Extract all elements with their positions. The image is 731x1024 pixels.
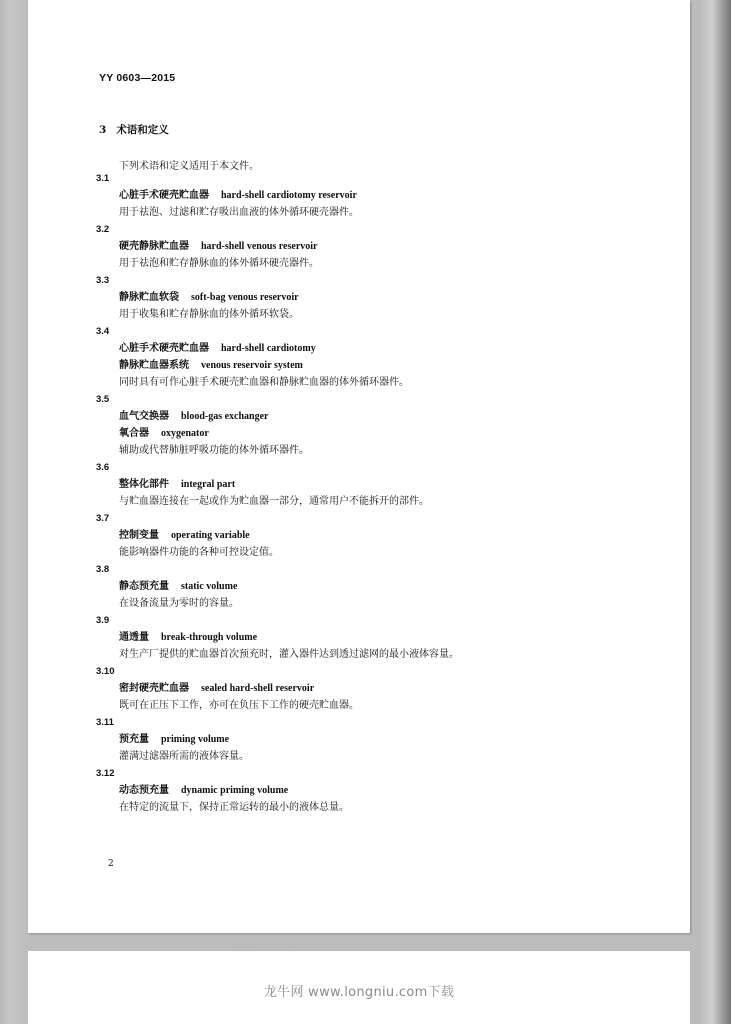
- page-number: 2: [108, 859, 114, 869]
- term-number: 3.3: [96, 275, 110, 286]
- term-entry: [28, 765, 690, 816]
- term-title-alt: [28, 425, 690, 442]
- term-title: [28, 238, 690, 255]
- term-en: priming volume: [161, 734, 230, 745]
- term-cn: 整体化部件: [119, 479, 169, 490]
- term-definition: 与贮血器连接在一起或作为贮血器一部分，通常用户不能拆开的部件。: [119, 496, 429, 507]
- term-cn-alt: 静脉贮血器系统: [119, 360, 189, 371]
- term-cn: 动态预充量: [119, 785, 169, 796]
- term-entry: [28, 170, 690, 221]
- term-entry: [28, 323, 690, 391]
- term-cn: 心脏手术硬壳贮血器: [119, 343, 209, 354]
- term-definition: 对生产厂提供的贮血器首次预充时，灌入器件达到透过滤网的最小液体容量。: [119, 649, 459, 660]
- term-definition: 灌满过滤器所需的液体容量。: [119, 751, 249, 762]
- term-title: [28, 578, 690, 595]
- term-entry: [28, 391, 690, 459]
- term-number: 3.8: [96, 564, 110, 575]
- term-number: 3.6: [96, 462, 110, 473]
- term-entry: [28, 561, 690, 612]
- intro-text: 下列术语和定义适用于本文件。: [119, 161, 259, 172]
- term-cn: 静态预充量: [119, 581, 169, 592]
- term-en-alt: venous reservoir system: [201, 360, 303, 371]
- section-heading: [99, 122, 169, 137]
- term-definition: 能影响器件功能的各种可控设定值。: [119, 547, 279, 558]
- term-entry: [28, 510, 690, 561]
- term-number: 3.11: [96, 717, 114, 728]
- term-title: [28, 629, 690, 646]
- term-cn: 预充量: [119, 734, 149, 745]
- term-cn: 硬壳静脉贮血器: [119, 241, 189, 252]
- term-number: 3.7: [96, 513, 110, 524]
- term-definition: 用于祛泡、过滤和贮存吸出血液的体外循环硬壳器件。: [119, 207, 359, 218]
- term-cn-alt: 氧合器: [119, 428, 149, 439]
- term-title: [28, 527, 690, 544]
- term-en: blood-gas exchanger: [181, 411, 269, 422]
- term-en: hard-shell cardiotomy reservoir: [221, 190, 357, 201]
- term-definition: 辅助或代替肺脏呼吸功能的体外循环器件。: [119, 445, 309, 456]
- watermark-text: 龙牛网 www.longniu.com下载: [263, 985, 455, 1000]
- term-title: [28, 782, 690, 799]
- document-page: [28, 0, 690, 933]
- term-title: [28, 340, 690, 357]
- term-number: 3.1: [96, 173, 110, 184]
- term-number: 3.2: [96, 224, 110, 235]
- term-en: static volume: [181, 581, 238, 592]
- term-en-alt: oxygenator: [161, 428, 209, 439]
- term-en: dynamic priming volume: [181, 785, 289, 796]
- term-entry: [28, 714, 690, 765]
- term-cn: 血气交换器: [119, 411, 169, 422]
- term-entry: [28, 459, 690, 510]
- term-definition: 在特定的流量下，保持正常运转的最小的液体总量。: [119, 802, 349, 813]
- term-definition: 同时具有可作心脏手术硬壳贮血器和静脉贮血器的体外循环器件。: [119, 377, 409, 388]
- term-number: 3.4: [96, 326, 110, 337]
- term-title: [28, 476, 690, 493]
- term-title: [28, 680, 690, 697]
- term-number: 3.9: [96, 615, 110, 626]
- term-en: break-through volume: [161, 632, 258, 643]
- next-page: [28, 951, 690, 1024]
- term-en: sealed hard-shell reservoir: [201, 683, 315, 694]
- term-en: operating variable: [171, 530, 250, 541]
- term-entry: [28, 221, 690, 272]
- term-definition: 既可在正压下工作，亦可在负压下工作的硬壳贮血器。: [119, 700, 359, 711]
- term-en: hard-shell venous reservoir: [201, 241, 318, 252]
- term-title: [28, 408, 690, 425]
- term-number: 3.12: [96, 768, 115, 779]
- term-number: 3.5: [96, 394, 110, 405]
- term-definition: 用于祛泡和贮存静脉血的体外循环硬壳器件。: [119, 258, 319, 269]
- term-cn: 控制变量: [119, 530, 159, 541]
- term-en: soft-bag venous reservoir: [191, 292, 299, 303]
- term-entry: [28, 663, 690, 714]
- term-title: [28, 187, 690, 204]
- term-en: hard-shell cardiotomy: [221, 343, 316, 354]
- term-definition: 在设备流量为零时的容量。: [119, 598, 239, 609]
- section-number: 3: [99, 124, 107, 136]
- terms-list: [28, 170, 690, 816]
- term-cn: 静脉贮血软袋: [119, 292, 179, 303]
- term-title: [28, 731, 690, 748]
- term-definition: 用于收集和贮存静脉血的体外循环软袋。: [119, 309, 299, 320]
- term-en: integral part: [181, 479, 236, 490]
- term-entry: [28, 612, 690, 663]
- section-title: 术语和定义: [116, 124, 169, 136]
- term-number: 3.10: [96, 666, 115, 677]
- term-cn: 密封硬壳贮血器: [119, 683, 189, 694]
- term-entry: [28, 272, 690, 323]
- term-cn: 通透量: [119, 632, 149, 643]
- term-title: [28, 289, 690, 306]
- term-cn: 心脏手术硬壳贮血器: [119, 190, 209, 201]
- standard-id: YY 0603—2015: [99, 72, 176, 84]
- term-title-alt: [28, 357, 690, 374]
